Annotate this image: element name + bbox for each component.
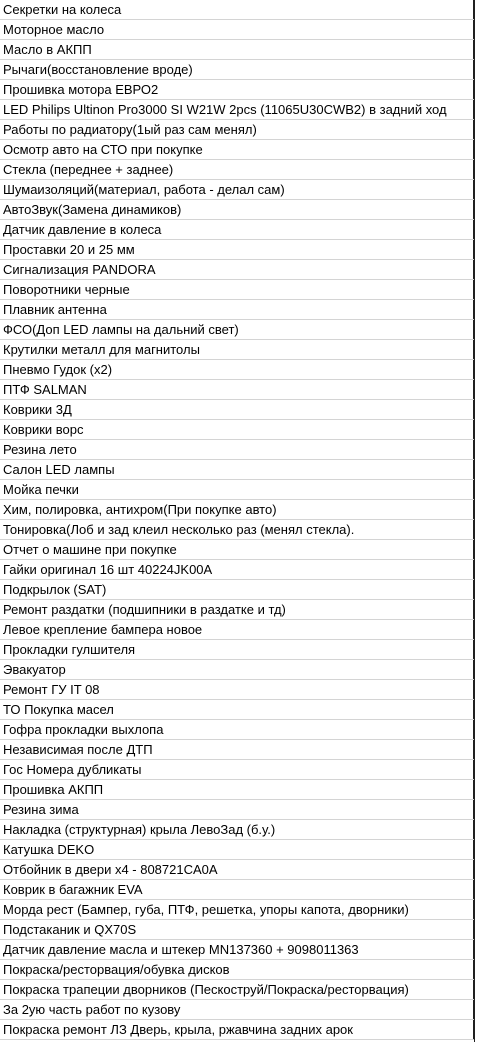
cell[interactable]: Работы по радиатору(1ый раз сам менял)	[0, 120, 474, 140]
table-row	[0, 720, 474, 740]
cell[interactable]: Пневмо Гудок (х2)	[0, 360, 474, 380]
table-row	[0, 260, 474, 280]
table-row	[0, 540, 474, 560]
table-row	[0, 480, 474, 500]
table-row	[0, 620, 474, 640]
cell[interactable]: Сигнализация PANDORA	[0, 260, 474, 280]
table-row	[0, 440, 474, 460]
table-row	[0, 360, 474, 380]
cell[interactable]: Крутилки металл для магнитолы	[0, 340, 474, 360]
cell[interactable]: Моторное масло	[0, 20, 474, 40]
cell[interactable]: Хим, полировка, антихром(При покупке авто)	[0, 500, 474, 520]
table-row	[0, 320, 474, 340]
table-row	[0, 140, 474, 160]
table-row	[0, 80, 474, 100]
next-column-stub	[475, 0, 480, 1042]
table-row	[0, 200, 474, 220]
table-row	[0, 60, 474, 80]
table-row	[0, 960, 474, 980]
table-row	[0, 600, 474, 620]
cell[interactable]: Катушка DEKO	[0, 840, 474, 860]
table-row	[0, 420, 474, 440]
cell[interactable]: Гайки оригинал 16 шт 40224JK00A	[0, 560, 474, 580]
table-row	[0, 920, 474, 940]
cell[interactable]: АвтоЗвук(Замена динамиков)	[0, 200, 474, 220]
table-row	[0, 1000, 474, 1020]
cell[interactable]: Масло в АКПП	[0, 40, 474, 60]
cell[interactable]: Поворотники черные	[0, 280, 474, 300]
cell[interactable]: Осмотр авто на СТО при покупке	[0, 140, 474, 160]
table-row	[0, 820, 474, 840]
table-row	[0, 700, 474, 720]
table-row	[0, 120, 474, 140]
table-row	[0, 780, 474, 800]
cell[interactable]: Отчет о машине при покупке	[0, 540, 474, 560]
table-row	[0, 520, 474, 540]
cell[interactable]: Покраска трапеции дворников (Пескоструй/Покраска/ресторвация)	[0, 980, 474, 1000]
table-row	[0, 300, 474, 320]
table-row	[0, 900, 474, 920]
cell[interactable]: LED Philips Ultinon Pro3000 SI W21W 2pcs (11065U30CWB2) в задний ход	[0, 100, 474, 120]
cell[interactable]: Независимая после ДТП	[0, 740, 474, 760]
cell[interactable]: Подкрылок (SAT)	[0, 580, 474, 600]
cell[interactable]: Салон LED лампы	[0, 460, 474, 480]
cell[interactable]: ТО Покупка масел	[0, 700, 474, 720]
cell[interactable]: Тонировка(Лоб и зад клеил несколько раз (менял стекла).	[0, 520, 474, 540]
table-row	[0, 980, 474, 1000]
table-row	[0, 860, 474, 880]
cell[interactable]: Покраска/ресторвация/обувка дисков	[0, 960, 474, 980]
table-row	[0, 840, 474, 860]
table-row	[0, 460, 474, 480]
table-row	[0, 280, 474, 300]
cell[interactable]: Рычаги(восстановление вроде)	[0, 60, 474, 80]
table-row	[0, 180, 474, 200]
cell[interactable]: Секретки на колеса	[0, 0, 474, 20]
cell[interactable]: ПТФ SALMAN	[0, 380, 474, 400]
table-row	[0, 1020, 474, 1040]
table-row	[0, 40, 474, 60]
cell[interactable]: Коврики 3Д	[0, 400, 474, 420]
table-row	[0, 740, 474, 760]
table-row	[0, 880, 474, 900]
cell[interactable]: Эвакуатор	[0, 660, 474, 680]
cell[interactable]: Коврик в багажник EVA	[0, 880, 474, 900]
cell[interactable]: Шумаизоляций(материал, работа - делал сам)	[0, 180, 474, 200]
table-row	[0, 680, 474, 700]
table-row	[0, 580, 474, 600]
table-row	[0, 240, 474, 260]
cell[interactable]: Прошивка мотора ЕВРО2	[0, 80, 474, 100]
table-row	[0, 500, 474, 520]
table-row	[0, 660, 474, 680]
cell[interactable]: Прокладки гулшителя	[0, 640, 474, 660]
cell[interactable]: За 2ую часть работ по кузову	[0, 1000, 474, 1020]
table-row	[0, 380, 474, 400]
table-row	[0, 760, 474, 780]
table-row	[0, 800, 474, 820]
table-row	[0, 20, 474, 40]
table-row	[0, 0, 474, 20]
cell[interactable]: Стекла (переднее + заднее)	[0, 160, 474, 180]
cell[interactable]: Покраска ремонт ЛЗ Дверь, крыла, ржавчина задних арок	[0, 1020, 474, 1040]
table-row	[0, 400, 474, 420]
table-row	[0, 940, 474, 960]
cell[interactable]: Мойка печки	[0, 480, 474, 500]
cell[interactable]: ФСО(Доп LED лампы на дальний свет)	[0, 320, 474, 340]
cell[interactable]: Резина лето	[0, 440, 474, 460]
cell[interactable]: Отбойник в двери х4 - 808721CA0A	[0, 860, 474, 880]
table-row	[0, 100, 474, 120]
cell[interactable]: Ремонт раздатки (подшипники в раздатке и тд)	[0, 600, 474, 620]
cell[interactable]: Морда рест (Бампер, губа, ПТФ, решетка, упоры капота, дворники)	[0, 900, 474, 920]
cell[interactable]: Проставки 20 и 25 мм	[0, 240, 474, 260]
table-row	[0, 640, 474, 660]
table-row	[0, 340, 474, 360]
cell[interactable]: Датчик давление в колеса	[0, 220, 474, 240]
cell[interactable]: Подстаканик и QX70S	[0, 920, 474, 940]
cell[interactable]: Гос Номера дубликаты	[0, 760, 474, 780]
table-row	[0, 220, 474, 240]
cell[interactable]: Прошивка АКПП	[0, 780, 474, 800]
table-row	[0, 160, 474, 180]
cell[interactable]: Левое крепление бампера новое	[0, 620, 474, 640]
cell[interactable]: Коврики ворс	[0, 420, 474, 440]
cell[interactable]: Ремонт ГУ IT 08	[0, 680, 474, 700]
table-row	[0, 560, 474, 580]
cell[interactable]: Датчик давление масла и штекер MN137360 + 9098011363	[0, 940, 474, 960]
cell[interactable]: Накладка (структурная) крыла ЛевоЗад (б.у.)	[0, 820, 474, 840]
cell[interactable]: Резина зима	[0, 800, 474, 820]
cell[interactable]: Гофра прокладки выхлопа	[0, 720, 474, 740]
cell[interactable]: Плавник антенна	[0, 300, 474, 320]
